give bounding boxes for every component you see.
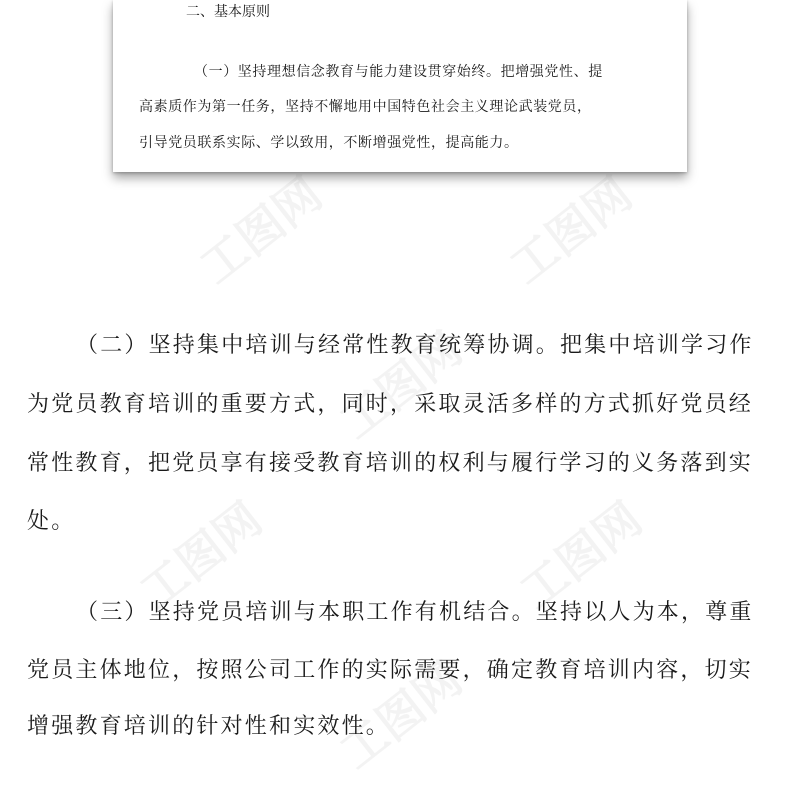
- paragraph-line: 常性教育，把党员享有接受教育培训的权利与履行学习的义务落到实: [27, 451, 754, 476]
- watermark: 工图网: [329, 321, 472, 450]
- watermark: 工图网: [329, 651, 472, 780]
- watermark: 工图网: [499, 166, 642, 295]
- paragraph-line: 处。: [27, 509, 76, 534]
- paragraph-line: （三）坚持党员培训与本职工作有机结合。坚持以人为本，尊重: [76, 600, 754, 625]
- watermark: 工图网: [129, 491, 272, 620]
- card-text-line: 引导党员联系实际、学以致用，不断增强党性，提高能力。: [139, 135, 519, 151]
- paragraph-line: （二）坚持集中培训与经常性教育统筹协调。把集中培训学习作: [76, 333, 754, 358]
- paragraph-line: 党员主体地位，按照公司工作的实际需要，确定教育培训内容，切实: [27, 658, 754, 683]
- excerpt-card: [113, 0, 687, 172]
- paragraph-line: 增强教育培训的针对性和实效性。: [27, 714, 391, 739]
- watermark: 工图网: [509, 491, 652, 620]
- card-text-line: （一）坚持理想信念教育与能力建设贯穿始终。把增强党性、提: [194, 64, 603, 80]
- paragraph-line: 为党员教育培训的重要方式，同时，采取灵活多样的方式抓好党员经: [27, 392, 754, 417]
- watermark: 工图网: [189, 166, 332, 295]
- section-heading: 二、基本原则: [186, 4, 270, 20]
- card-text-line: 高素质作为第一任务，坚持不懈地用中国特色社会主义理论武装党员，: [139, 99, 592, 115]
